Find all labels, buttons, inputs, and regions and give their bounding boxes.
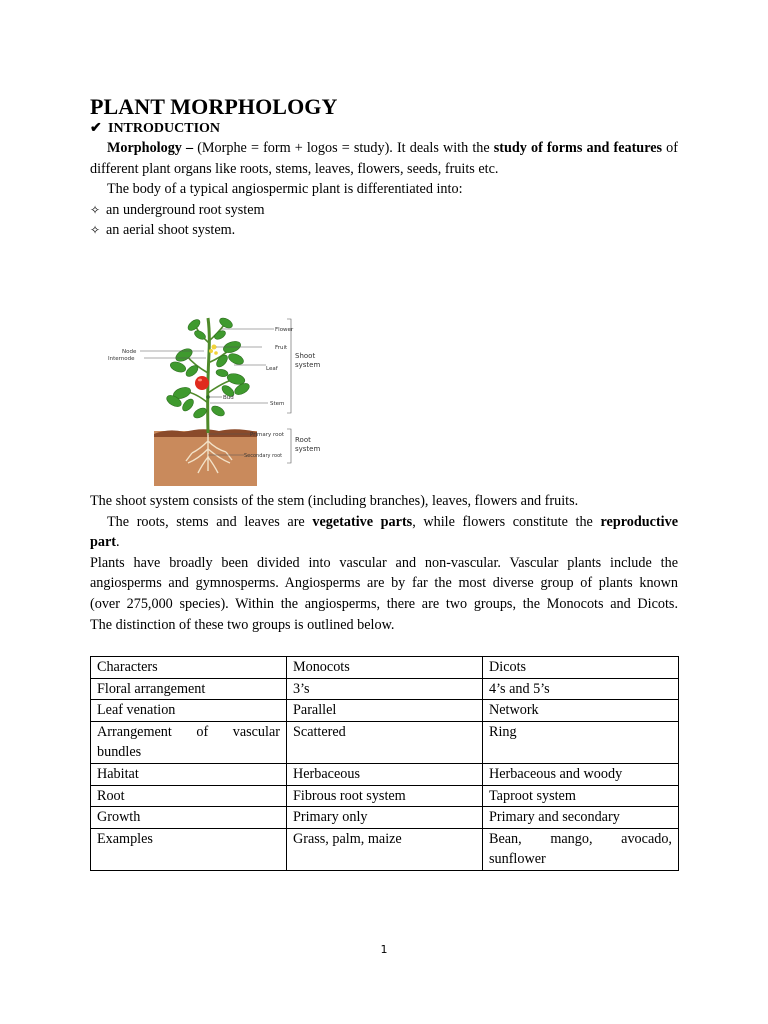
label-shoot-system-2: system [295,361,321,369]
definition-text-end: of [662,140,678,156]
table-cell: Ring [483,721,679,763]
sparkle-bullet-icon: ✧ [90,223,101,238]
cell-line: bundles [97,744,142,761]
table-row [91,678,679,700]
label-internode: Internode [108,356,135,362]
label-root-system-2: system [295,445,321,453]
paragraph-line-3: (over 275,000 species). Within the angiosperms, there are two groups, the Monocots and Dicots. [90,595,678,612]
table-cell: Habitat [91,763,287,785]
table-cell: Floral arrangement [91,678,287,700]
label-fruit: Fruit [275,345,288,351]
comparison-table [90,656,679,871]
table-row [91,785,679,807]
organs-line: different plant organs like roots, stems, leaves, flowers, seeds, fruits etc. [90,160,499,177]
vegetative-bold: vegetative parts [312,513,413,530]
plant-diagram [104,313,328,486]
label-stem: Stem [270,401,285,407]
table-cell: Primary and secondary [483,807,679,829]
vegetative-line-end [90,532,678,553]
stem-drawing [208,318,210,433]
table-cell: Leaf venation [91,700,287,722]
reproductive-bold: reproductive [600,513,678,530]
fruit-highlight [198,379,202,382]
table-row [91,721,679,763]
vegetative-text-2: , while flowers constitute the [412,513,601,530]
table-cell: Parallel [287,700,483,722]
table-cell [483,828,679,870]
definition-term: Morphology – [107,140,194,156]
table-cell: Network [483,700,679,722]
paragraph-line-1: Plants have broadly been divided into vascular and non-vascular. Vascular plants include the [90,554,678,571]
header-cell: Monocots [287,657,483,679]
soil-surface [154,429,257,437]
table-cell: Taproot system [483,785,679,807]
definition-paragraph [90,138,678,159]
introduction-heading-text: INTRODUCTION [108,121,221,136]
label-node: Node [122,349,137,355]
table-cell: Fibrous root system [287,785,483,807]
label-bud: Bud [223,395,234,401]
table-row [91,807,679,829]
body-line: The body of a typical angiospermic plant is differentiated into: [107,181,463,198]
cell-line [97,722,280,743]
page-title: PLANT MORPHOLOGY [90,94,338,119]
table-cell: 4’s and 5’s [483,678,679,700]
cell-word: mango, [550,830,593,847]
table-row [91,700,679,722]
table-cell: Examples [91,828,287,870]
bullet-item [90,220,678,241]
introduction-heading [90,120,678,138]
definition-text: (Morphe = form + logos = study). It deals with the [193,140,494,156]
cell-word: avocado, [621,830,672,847]
label-flower: Flower [275,327,294,333]
paragraph-line-4: The distinction of these two groups is outlined below. [90,616,395,633]
label-root-system: Root [295,436,311,444]
plant-diagram-svg [104,313,328,486]
label-primary-root: Primary root [250,432,285,438]
table-cell [91,721,287,763]
fruit-drawing [195,376,209,390]
bullet-text: an aerial shoot system. [106,222,236,239]
table-row [91,763,679,785]
vegetative-text: The roots, stems and leaves are [107,513,313,530]
label-secondary-root: Secondary root [244,453,283,459]
header-cell: Characters [91,657,287,679]
table-cell: Grass, palm, maize [287,828,483,870]
bullet-item [90,200,678,221]
table-row [91,828,679,870]
sparkle-bullet-icon: ✧ [90,202,101,217]
table-cell: Primary only [287,807,483,829]
bullet-text: an underground root system [106,201,265,218]
cell-word: of [196,723,209,740]
table-cell: Root [91,785,287,807]
cell-word: Bean, [489,830,522,847]
table-cell: 3’s [287,678,483,700]
label-leaf: Leaf [266,366,278,372]
soil-block [154,431,257,486]
table-header-row [91,657,679,679]
period: . [116,534,120,551]
intro-section [90,94,678,241]
cell-line: sunflower [489,851,546,868]
paragraph-line-2: angiosperms and gymnosperms. Angiosperms are by far the most diverse group of plants known [90,575,678,592]
table-cell: Herbaceous [287,763,483,785]
table-cell: Scattered [287,721,483,763]
shoot-line: The shoot system consists of the stem (including branches), leaves, flowers and fruits. [90,493,579,509]
table-cell: Herbaceous and woody [483,763,679,785]
cell-word: vascular [232,723,280,740]
checkmark-icon: ✔ [90,121,102,136]
cell-line [489,829,672,850]
header-cell: Dicots [483,657,679,679]
definition-bold: study of forms and features [493,140,663,156]
vegetative-line [90,512,678,533]
cell-word: Arrangement [97,723,172,740]
page-number: 1 [380,943,388,956]
label-shoot-system: Shoot [295,352,316,360]
shoot-section [90,491,678,635]
part-bold: part [90,534,117,551]
table-cell: Growth [91,807,287,829]
